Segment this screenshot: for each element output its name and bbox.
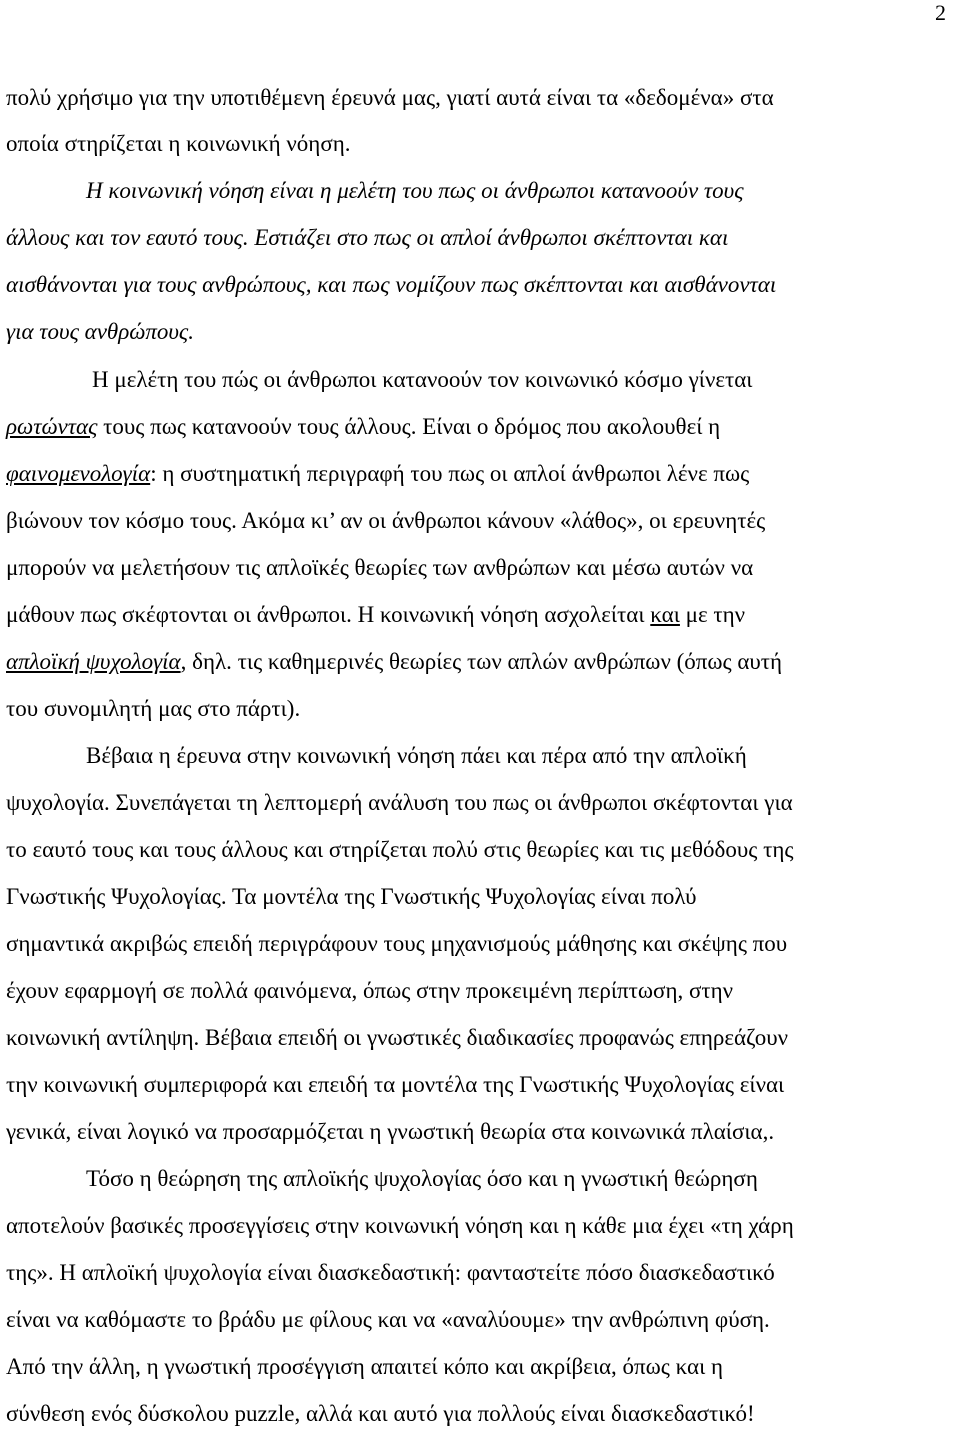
text-line: [6, 930, 787, 958]
text-line: [86, 177, 744, 205]
text-span: το εαυτό τους και τους άλλους και στηρίζεται πολύ στις θεωρίες και τις μεθόδους της: [6, 837, 794, 862]
text-line: [6, 836, 793, 864]
text-line: [6, 1400, 755, 1428]
text-span: της». Η απλοϊκή ψυχολογία είναι διασκεδαστική: φανταστείτε πόσο διασκεδαστικό: [6, 1260, 775, 1285]
emphasis-underlined: ρωτώντας: [6, 414, 98, 439]
text-line: [6, 1353, 723, 1381]
text-span: σύνθεση ενός δύσκολου puzzle, αλλά και αυτό για πολλούς είναι διασκεδαστικό!: [6, 1401, 755, 1426]
text-span: με την: [679, 602, 746, 627]
text-span: τους πως κατανοούν τους άλλους. Είναι ο δρόμος που ακολουθεί η: [97, 414, 721, 439]
text-span: αποτελούν βασικές προσεγγίσεις στην κοινωνική νόηση και η κάθε μια έχει «τη χάρη: [6, 1213, 794, 1238]
text-span: άλλους και τον εαυτό τους. Εστιάζει στο πως οι απλοί άνθρωποι σκέπτονται και: [6, 225, 729, 250]
underlined-word: και: [650, 602, 680, 627]
text-span: πολύ χρήσιμο για την υποτιθέμενη έρευνά μας, γιατί αυτά είναι τα «δεδομένα» στα: [6, 85, 774, 110]
text-span: μάθουν πως σκέφτονται οι άνθρωποι. Η κοινωνική νόηση ασχολείται: [6, 602, 651, 627]
text-line: [6, 413, 720, 441]
text-span: αισθάνονται για τους ανθρώπους, και πως νομίζουν πως σκέπτονται και αισθάνονται: [6, 272, 777, 297]
text-line: [6, 554, 753, 582]
text-span: κοινωνική αντίληψη. Βέβαια επειδή οι γνωστικές διαδικασίες προφανώς επηρεάζουν: [6, 1025, 788, 1050]
text-line: [6, 695, 300, 723]
text-span: την κοινωνική συμπεριφορά και επειδή τα μοντέλα της Γνωστικής Ψυχολογίας είναι: [6, 1072, 785, 1097]
text-line: [6, 1071, 784, 1099]
text-line: [6, 1306, 770, 1334]
text-line: [86, 1165, 758, 1193]
text-line: [6, 507, 765, 535]
text-span: γενικά, είναι λογικό να προσαρμόζεται η γνωστική θεωρία στα κοινωνικά πλαίσια,.: [6, 1119, 775, 1144]
text-line: [6, 1024, 788, 1052]
text-line: [6, 601, 745, 629]
emphasis-underlined: φαινομενολογία: [6, 461, 151, 486]
text-span: είναι να καθόμαστε το βράδυ με φίλους και να «αναλύουμε» την ανθρώπινη φύση.: [6, 1307, 770, 1332]
text-span: του συνομιλητή μας στο πάρτι).: [6, 696, 301, 721]
text-line: [6, 84, 774, 112]
text-span: Βέβαια η έρευνα στην κοινωνική νόηση πάει και πέρα από την απλοϊκή: [86, 743, 747, 768]
text-span: Από την άλλη, η γνωστική προσέγγιση απαιτεί κόπο και ακρίβεια, όπως και η: [6, 1354, 724, 1379]
text-span: για τους ανθρώπους.: [6, 319, 194, 344]
text-span: , δηλ. τις καθημερινές θεωρίες των απλών ανθρώπων (όπως αυτή: [180, 649, 783, 674]
text-line: [6, 1118, 774, 1146]
text-line: [6, 648, 782, 676]
text-line: [6, 130, 351, 158]
text-span: οποία στηρίζεται η κοινωνική νόηση.: [6, 131, 351, 156]
text-span: σημαντικά ακριβώς επειδή περιγράφουν τους μηχανισμούς μάθησης και σκέψης που: [6, 931, 788, 956]
text-line: [6, 789, 793, 817]
text-line: [6, 460, 749, 488]
text-line: [86, 742, 747, 770]
text-span: μπορούν να μελετήσουν τις απλοϊκές θεωρίες των ανθρώπων και μέσω αυτών να: [6, 555, 754, 580]
text-span: Η μελέτη του πώς οι άνθρωποι κατανοούν τον κοινωνικό κόσμο γίνεται: [92, 367, 753, 392]
text-span: έχουν εφαρμογή σε πολλά φαινόμενα, όπως στην προκειμένη περίπτωση, στην: [6, 978, 734, 1003]
text-line: [6, 977, 733, 1005]
text-line: [6, 1259, 775, 1287]
text-span: βιώνουν τον κόσμο τους. Ακόμα κι’ αν οι άνθρωποι κάνουν «λάθος», οι ερευνητές: [6, 508, 766, 533]
text-line: [6, 318, 194, 346]
text-span: ψυχολογία. Συνεπάγεται τη λεπτομερή ανάλυση του πως οι άνθρωποι σκέφτονται για: [6, 790, 793, 815]
page-number: 2: [935, 0, 946, 25]
text-span: Η κοινωνική νόηση είναι η μελέτη του πως οι άνθρωποι κατανοούν τους: [86, 178, 744, 203]
text-span: Γνωστικής Ψυχολογίας. Τα μοντέλα της Γνωστικής Ψυχολογίας είναι πολύ: [6, 884, 697, 909]
text-span: : η συστηματική περιγραφή του πως οι απλοί άνθρωποι λένε πως: [150, 461, 750, 486]
text-line: [6, 271, 776, 299]
emphasis-underlined: απλοϊκή ψυχολογία: [6, 649, 181, 674]
text-line: [6, 1212, 794, 1240]
text-line: [6, 224, 728, 252]
text-line: [92, 366, 753, 394]
text-span: Τόσο η θεώρηση της απλοϊκής ψυχολογίας όσο και η γνωστική θεώρηση: [86, 1166, 758, 1191]
text-line: [6, 883, 697, 911]
